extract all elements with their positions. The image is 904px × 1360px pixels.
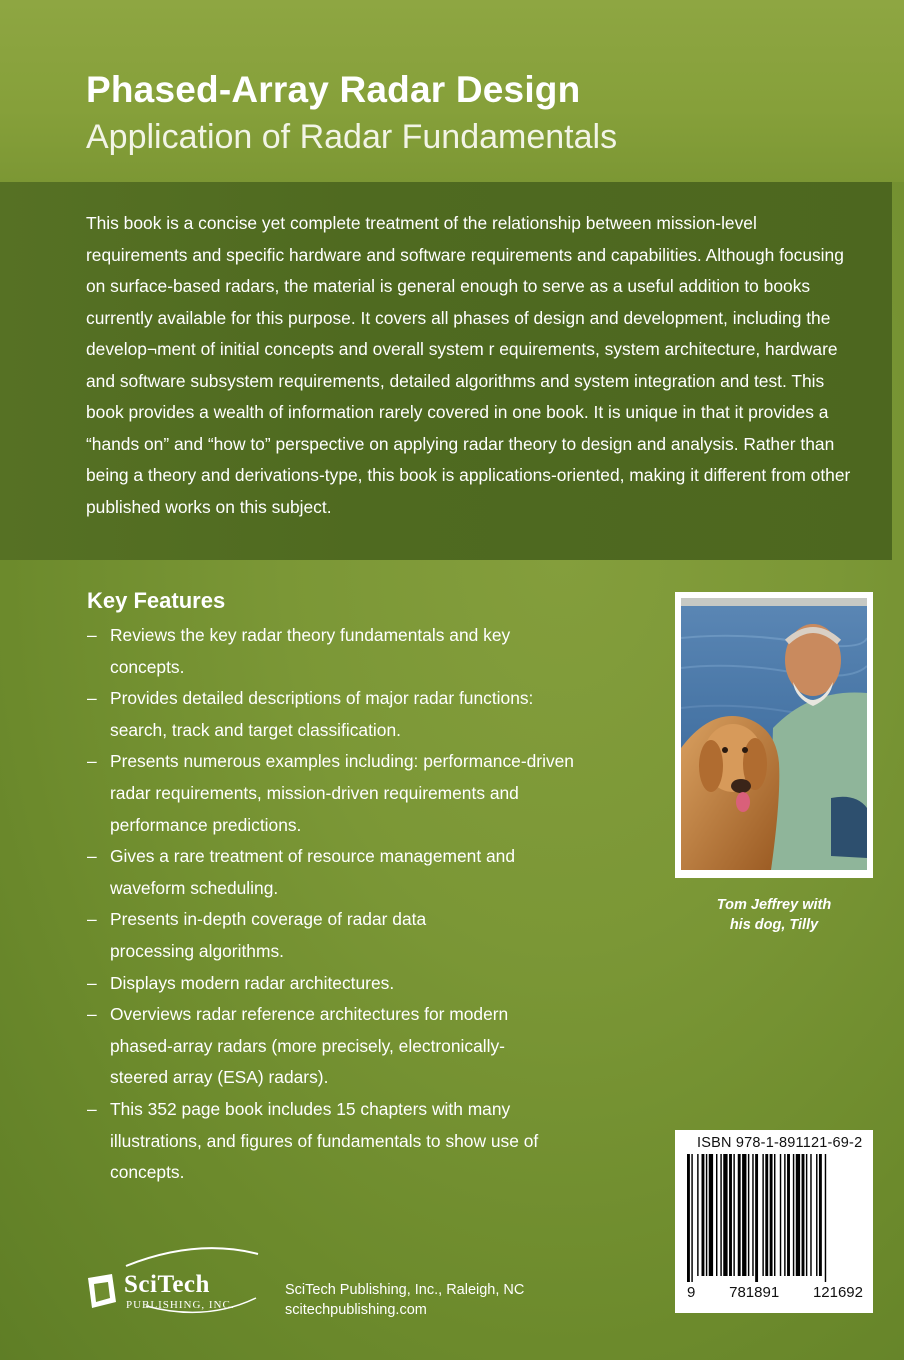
photo-caption (680, 895, 868, 935)
feature-text: This 352 page book includes 15 chapters with many illustrations, and figures of fundamentals to show use of concepts. (110, 1098, 539, 1183)
isbn-label: ISBN 978-1-891121-69-2 (697, 1135, 863, 1151)
feature-item (87, 999, 555, 1094)
book-description: This book is a concise yet complete treatment of the relationship between mission-level requirements and specific hardware and software requirements and capabilities. Although focusing on surface-based radars, the material is general enough to serve as a useful addition to books currently available for this purpose. It covers all phases of design and development, including the develop¬ment of initial concepts and overall system r equirements, system architecture, hardware and software subsystem requirements, detailed algorithms and system integration and test. This book provides a wealth of information rarely covered in one book. It is unique in that it provides a “hands on” and “how to” perspective on applying radar theory to design and analysis. Rather than being a theory and derivations-type, this book is applications-oriented, making it different from other published works on this subject. (86, 213, 851, 517)
barcode-digit-group: 9 (687, 1284, 696, 1301)
logo-subtext: PUBLISHING, INC. (126, 1299, 235, 1311)
dash-bullet: – (87, 688, 97, 709)
feature-item (87, 746, 580, 841)
feature-item (87, 841, 560, 904)
dash-bullet: – (87, 972, 97, 993)
dash-bullet: – (87, 909, 97, 930)
feature-item (87, 620, 530, 683)
barcode-box (675, 1130, 873, 1313)
dash-bullet: – (87, 1098, 97, 1119)
feature-text: Overviews radar reference architectures for modern phased-array radars (more precisely, electronically-steered array (ESA) radars). (110, 1004, 509, 1088)
key-features-heading: Key Features (87, 588, 226, 613)
barcode-digit-group: 781891 (729, 1284, 780, 1301)
key-features-list (87, 620, 574, 1189)
feature-text: Presents in-depth coverage of radar data processing algorithms. (110, 909, 427, 961)
caption-line2: his dog, Tilly (729, 917, 819, 933)
barcode-digits (687, 1284, 863, 1301)
feature-item (87, 1094, 570, 1189)
feature-text: Reviews the key radar theory fundamentals and key concepts. (110, 625, 511, 677)
publisher-website: scitechpublishing.com (285, 1302, 427, 1318)
dash-bullet: – (87, 846, 97, 867)
book-title: Phased-Array Radar Design (86, 69, 581, 110)
feature-text: Displays modern radar architectures. (110, 972, 395, 993)
dash-bullet: – (87, 625, 97, 645)
publisher-logo (86, 1244, 266, 1320)
feature-text: Gives a rare treatment of resource management and waveform scheduling. (110, 846, 516, 898)
logo-wordmark: SciTech (124, 1271, 210, 1298)
dash-bullet: – (87, 751, 97, 772)
barcode-bars (687, 1154, 863, 1282)
author-photo (681, 598, 867, 870)
feature-item (87, 968, 580, 1000)
publisher-address: SciTech Publishing, Inc., Raleigh, NC (285, 1282, 525, 1298)
barcode-digit-group: 121692 (812, 1284, 863, 1301)
book-subtitle: Application of Radar Fundamentals (86, 118, 618, 156)
feature-text: Presents numerous examples including: performance-driven radar requirements, mission-driven requirements and performance predictions. (110, 751, 574, 835)
caption-line1: Tom Jeffrey with (716, 897, 832, 913)
feature-text: Provides detailed descriptions of major radar functions: search, track and target classification. (110, 688, 534, 740)
author-photo-frame (675, 592, 873, 878)
feature-item (87, 904, 470, 967)
feature-item (87, 683, 580, 746)
dash-bullet: – (87, 1004, 97, 1025)
